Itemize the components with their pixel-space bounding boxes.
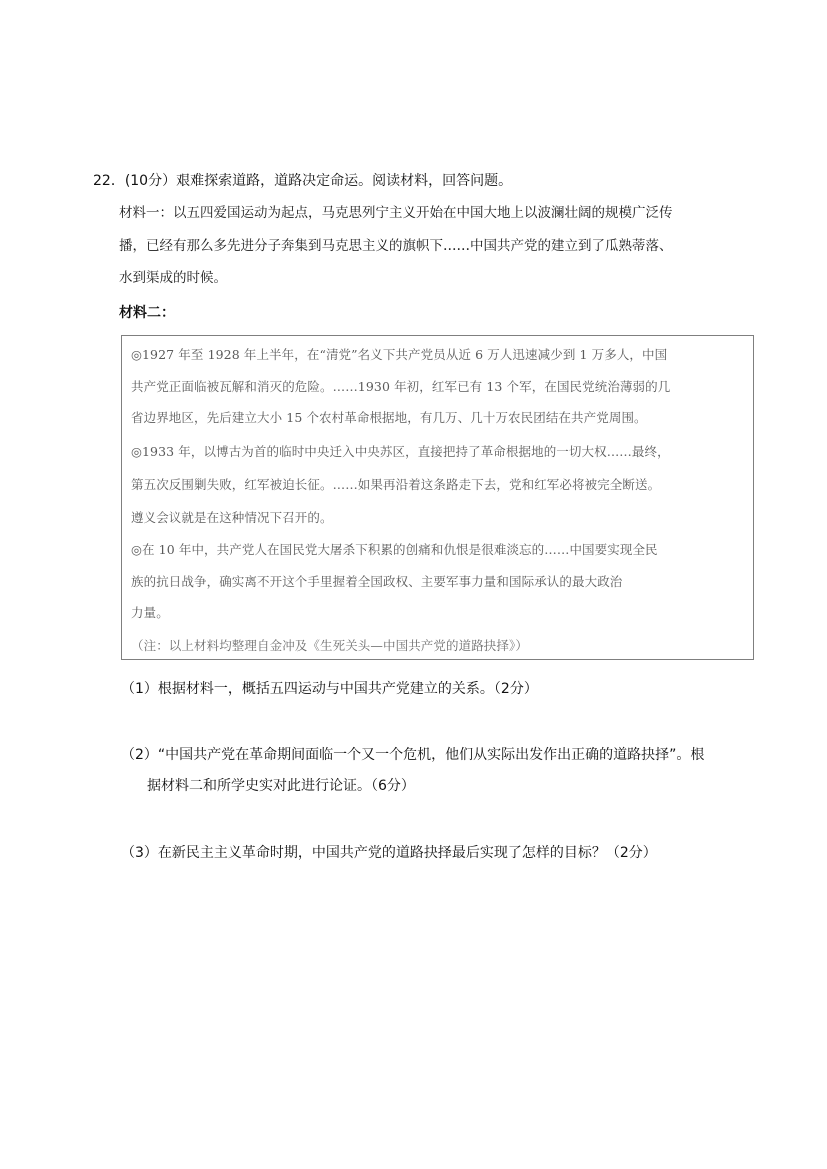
material-two-source-note: （注：以上材料均整理自金冲及《生死关头—中国共产党的道路抉择》）	[131, 638, 528, 653]
material-two-label: 材料二：	[119, 305, 175, 321]
material-two-line-3: 省边界地区，先后建立大小 15 个农村革命根据地，有几万、几十万农民团结在共产党周围。	[131, 410, 647, 425]
sub-question-3: （3）在新民主主义革命时期，中国共产党的道路抉择最后实现了怎样的目标？（2分）	[121, 845, 657, 861]
material-two-line-5: 第五次反围剿失败，红军被迫长征。……如果再沿着这条路走下去，党和红军必将被完全断送。	[131, 477, 661, 492]
material-two-line-2: 共产党正面临被瓦解和消灭的危险。……1930 年初，红军已有 13 个军，在国民党统治薄弱的几	[131, 379, 671, 394]
sub-question-2-line-1: （2）“中国共产党在革命期间面临一个又一个危机，他们从实际出发作出正确的道路抉择”。根	[121, 747, 705, 763]
material-two-line-6: 遵义会议就是在这种情况下召开的。	[131, 510, 333, 525]
material-two-line-9: 力量。	[131, 605, 169, 620]
material-one-line-3: 水到渠成的时候。	[119, 270, 227, 286]
material-one-line-2: 播，已经有那么多先进分子奔集到马克思主义的旗帜下……中国共产党的建立到了瓜熟蒂落、	[119, 238, 673, 254]
material-one-line-1: 材料一：以五四爱国运动为起点，马克思列宁主义开始在中国大地上以波澜壮阔的规模广泛传	[119, 205, 673, 221]
material-two-line-7: ◎在 10 年中，共产党人在国民党大屠杀下积累的创痛和仇恨是很难淡忘的……中国要实现全民	[131, 542, 658, 557]
sub-question-1: （1）根据材料一，概括五四运动与中国共产党建立的关系。（2分）	[121, 681, 538, 697]
question-heading: 22．(10分）艰难探索道路，道路决定命运。阅读材料，回答问题。	[93, 173, 513, 189]
material-two-box	[121, 335, 754, 660]
material-two-line-1: ◎1927 年至 1928 年上半年，在“清党”名义下共产党员从近 6 万人迅速减少到 1 万多人，中国	[131, 347, 668, 362]
material-two-line-4: ◎1933 年，以博古为首的临时中央迁入中央苏区，直接把持了革命根据地的一切大权……最终，	[131, 444, 670, 459]
sub-question-2-line-2: 据材料二和所学史实对此进行论证。（6分）	[147, 778, 415, 794]
material-two-line-8: 族的抗日战争，确实离不开这个手里握着全国政权、主要军事力量和国际承认的最大政治	[131, 574, 623, 589]
